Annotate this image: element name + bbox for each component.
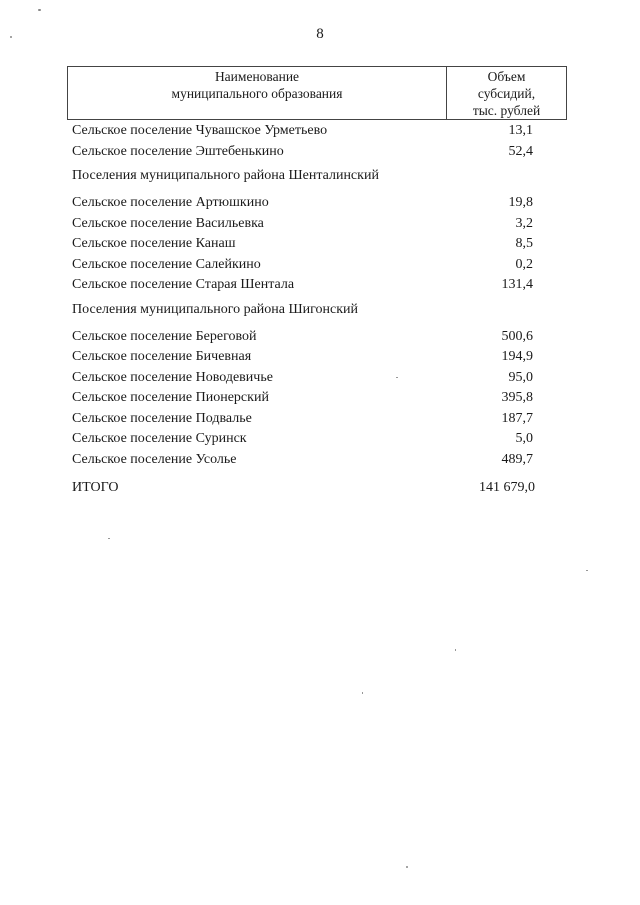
group-heading: Поселения муниципального района Шенталинский bbox=[72, 168, 379, 183]
settlement-name: Сельское поселение Усолье bbox=[72, 451, 237, 467]
settlement-name: Сельское поселение Чувашское Урметьево bbox=[72, 123, 328, 138]
header-value-column bbox=[447, 67, 566, 119]
scan-speck bbox=[406, 866, 408, 868]
table-row bbox=[0, 347, 640, 368]
table-row bbox=[0, 255, 640, 276]
total-label: ИТОГО bbox=[72, 480, 119, 495]
scan-speck bbox=[38, 9, 41, 11]
table-row bbox=[0, 368, 640, 389]
table-row bbox=[0, 388, 640, 409]
subsidy-value: 187,7 bbox=[501, 410, 533, 426]
table-row bbox=[0, 409, 640, 430]
subsidy-value: 395,8 bbox=[501, 390, 533, 405]
table-row bbox=[0, 142, 640, 163]
scan-speck bbox=[396, 377, 398, 378]
subsidy-value: 3,2 bbox=[515, 215, 533, 231]
total-value: 141 679,0 bbox=[479, 480, 535, 495]
table-row bbox=[0, 193, 640, 214]
settlement-name: Сельское поселение Канаш bbox=[72, 236, 236, 251]
settlement-name: Сельское поселение Пионерский bbox=[72, 390, 269, 405]
settlement-name: Сельское поселение Подвалье bbox=[72, 410, 252, 426]
table-row bbox=[0, 327, 640, 348]
subsidy-value: 5,0 bbox=[515, 431, 533, 446]
subsidy-value: 52,4 bbox=[508, 143, 533, 159]
table-row bbox=[0, 214, 640, 235]
settlement-name: Сельское поселение Береговой bbox=[72, 328, 257, 344]
settlement-name: Сельское поселение Эштебенькино bbox=[72, 143, 284, 159]
subsidy-value: 8,5 bbox=[515, 236, 533, 251]
header-name-column bbox=[68, 67, 447, 119]
table-body bbox=[0, 121, 640, 499]
subsidy-value: 19,8 bbox=[508, 195, 533, 210]
header-value-line2: субсидий, bbox=[477, 86, 536, 101]
settlement-name: Сельское поселение Салейкино bbox=[72, 256, 261, 272]
header-name-line2: муниципального образования bbox=[171, 86, 343, 101]
table-row bbox=[0, 275, 640, 296]
header-name-line1: Наименование bbox=[214, 69, 300, 84]
scan-speck bbox=[362, 692, 363, 694]
page-number: 8 bbox=[316, 26, 324, 42]
table-row bbox=[0, 121, 640, 142]
total-row bbox=[0, 478, 640, 499]
table-header bbox=[67, 66, 567, 120]
settlement-name: Сельское поселение Артюшкино bbox=[72, 195, 269, 210]
header-value-line1: Объем bbox=[487, 69, 526, 84]
settlement-name: Сельское поселение Новодевичье bbox=[72, 369, 273, 385]
subsidy-value: 13,1 bbox=[508, 123, 533, 138]
scan-speck bbox=[586, 570, 588, 571]
group-heading: Поселения муниципального района Шигонский bbox=[72, 301, 359, 317]
subsidy-value: 489,7 bbox=[501, 451, 533, 467]
scan-speck bbox=[108, 538, 110, 539]
table-row bbox=[0, 450, 640, 471]
settlement-name: Сельское поселение Бичевная bbox=[72, 349, 252, 364]
subsidy-value: 500,6 bbox=[501, 328, 533, 344]
settlement-name: Сельское поселение Суринск bbox=[72, 431, 247, 446]
scan-speck bbox=[10, 36, 12, 38]
header-value-line3: тыс. рублей bbox=[472, 103, 541, 118]
table-row bbox=[0, 234, 640, 255]
table-row bbox=[0, 429, 640, 450]
group-heading-row bbox=[0, 162, 640, 193]
settlement-name: Сельское поселение Васильевка bbox=[72, 215, 264, 231]
subsidy-value: 0,2 bbox=[515, 256, 533, 272]
scan-speck bbox=[455, 649, 456, 651]
subsidy-value: 194,9 bbox=[501, 349, 533, 364]
subsidy-value: 131,4 bbox=[501, 277, 533, 292]
settlement-name: Сельское поселение Старая Шентала bbox=[72, 277, 295, 292]
subsidy-value: 95,0 bbox=[508, 369, 533, 385]
group-heading-row bbox=[0, 296, 640, 327]
